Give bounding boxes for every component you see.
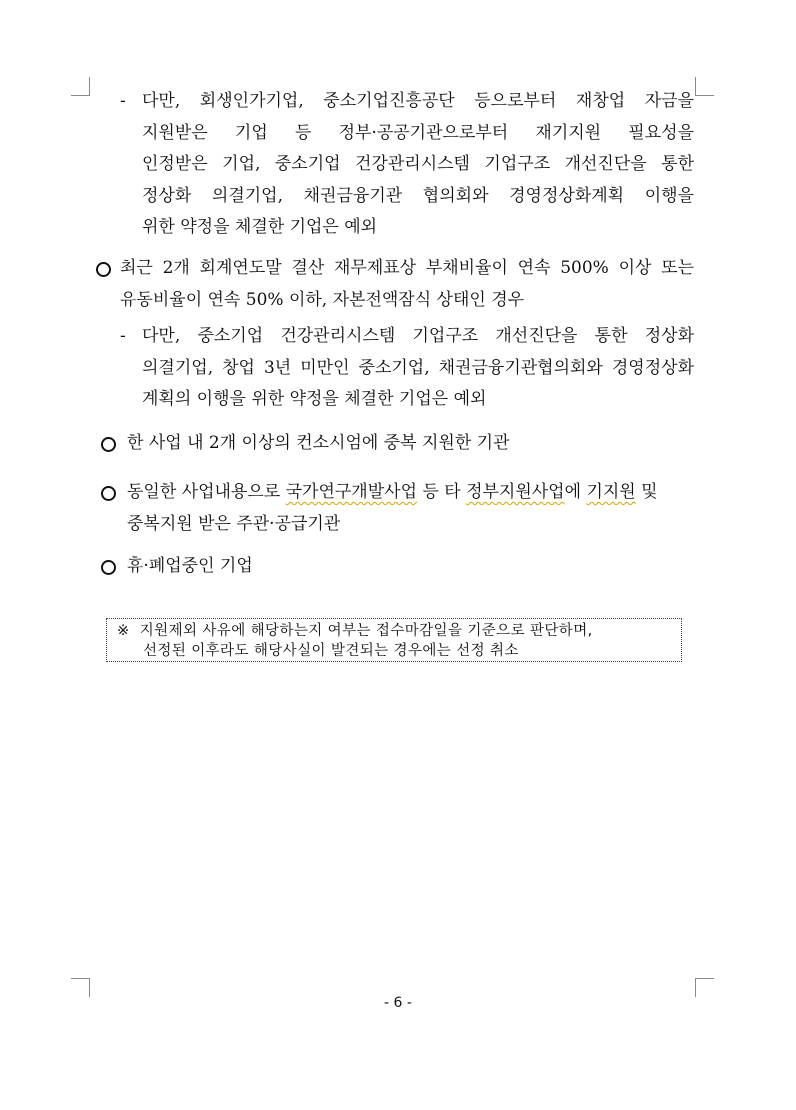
text-line: 인정받은 기업, 중소기업 건강관리시스템 기업구조 개선진단을 통한 bbox=[142, 154, 694, 174]
text-segment: 등 타 bbox=[417, 482, 467, 502]
text-line bbox=[127, 477, 698, 509]
text-line: 중복지원 받은 주관·공급기관 bbox=[127, 513, 341, 534]
crop-mark-top-right bbox=[695, 77, 714, 96]
circle-bullet-icon bbox=[101, 560, 116, 575]
exception-item-2 bbox=[120, 321, 694, 416]
exception-item-1 bbox=[120, 86, 694, 244]
crop-mark-top-left bbox=[71, 77, 90, 96]
notice-line-2: 선정된 이후라도 해당사실이 발견되는 경우에는 선정 취소 bbox=[143, 643, 519, 659]
exclusion-item-duplicate-consortium bbox=[101, 428, 694, 460]
text-segment: 에 bbox=[564, 482, 587, 502]
reference-mark-icon: ※ bbox=[117, 623, 130, 639]
text-line: 지원받은 기업 등 정부·공공기관으로부터 재기지원 필요성을 bbox=[142, 122, 694, 143]
notice-line-1 bbox=[117, 621, 675, 641]
text-segment: 및 bbox=[635, 482, 658, 502]
text-line: 계획의 이행을 위한 약정을 체결한 기업은 예외 bbox=[142, 389, 487, 409]
exclusion-item-duplicate-support bbox=[101, 477, 698, 540]
page-number: - 6 - bbox=[384, 995, 412, 1011]
exclusion-item-closed-business bbox=[101, 551, 694, 583]
spellcheck-text: 국가연구개발사업 bbox=[285, 482, 417, 502]
circle-bullet-icon bbox=[101, 486, 116, 501]
text-line: 다만, 중소기업 건강관리시스템 기업구조 개선진단을 통한 정상화 bbox=[142, 326, 694, 346]
spellcheck-text: 기지원 bbox=[586, 482, 636, 502]
circle-bullet-icon bbox=[96, 262, 111, 277]
text-line: 한 사업 내 2개 이상의 컨소시엄에 중복 지원한 기관 bbox=[127, 433, 510, 453]
text-line: 유동비율이 연속 50% 이하, 자본전액잠식 상태인 경우 bbox=[120, 289, 525, 310]
dash-marker: - bbox=[120, 91, 126, 111]
text-line: 정상화 의결기업, 채권금융기관 협의회와 경영정상화계획 이행을 bbox=[142, 185, 694, 206]
text-line: 다만, 회생인가기업, 중소기업진흥공단 등으로부터 재창업 자금을 bbox=[142, 91, 694, 111]
text-line: 휴·폐업중인 기업 bbox=[127, 556, 253, 576]
circle-bullet-icon bbox=[101, 437, 116, 452]
text-line: 최근 2개 회계연도말 결산 재무제표상 부채비율이 연속 500% 이상 또는 bbox=[120, 258, 694, 278]
notice-text: 지원제외 사유에 해당하는지 여부는 접수마감일을 기준으로 판단하며, bbox=[139, 623, 593, 639]
exclusion-item-debt-ratio bbox=[96, 253, 694, 316]
spellcheck-text: 정부지원사업 bbox=[466, 482, 565, 502]
text-segment: 동일한 사업내용으로 bbox=[127, 482, 286, 502]
text-line: 의결기업, 창업 3년 미만인 중소기업, 채권금융기관협의회와 경영정상화 bbox=[142, 357, 694, 378]
dash-marker: - bbox=[120, 326, 126, 346]
notice-box bbox=[106, 618, 682, 662]
text-line: 위한 약정을 체결한 기업은 예외 bbox=[142, 217, 378, 237]
